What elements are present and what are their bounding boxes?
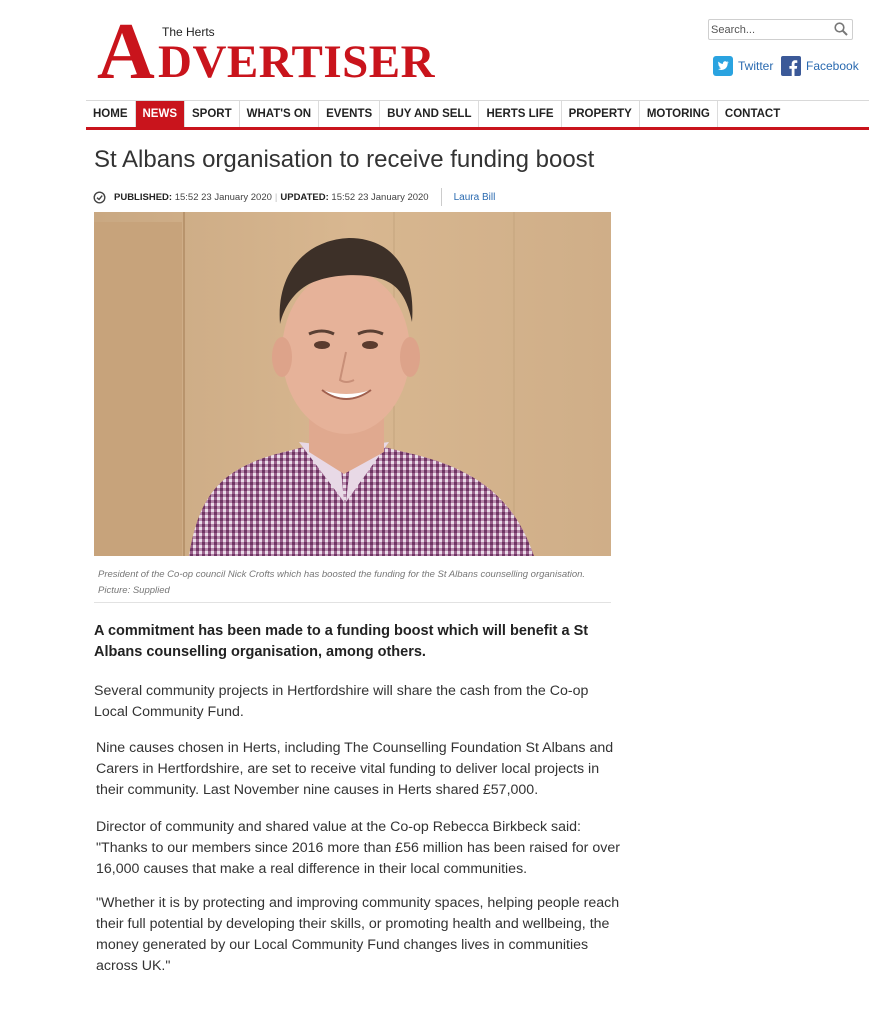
article-paragraph-4: "Whether it is by protecting and improving community spaces, helping people reach their full potential by developing their skills, or promoting health and wellbeing, the money generated by our Local Community Fund changes lives in communities across UK." [96,895,620,974]
author-link[interactable]: Laura Bill [453,191,496,203]
facebook-link[interactable] [781,56,859,76]
article-paragraph-2: Nine causes chosen in Herts, including The Counselling Foundation St Albans and Carers in Hertfordshire, are set to receive vital funding to deliver local projects in their community. Last November nine causes in Herts shared £57,000. [96,740,614,798]
twitter-icon [713,56,733,76]
article-meta [93,188,495,206]
meta-divider [441,188,442,206]
site-logo[interactable] [92,8,452,96]
nav-item-sport[interactable]: SPORT [185,101,240,127]
nav-item-whats-on[interactable]: WHAT'S ON [240,101,320,127]
nav-item-news[interactable]: NEWS [136,101,186,127]
updated-label: UPDATED: [280,191,329,203]
meta-separator: | [274,191,278,203]
main-nav [86,100,869,130]
nav-item-home[interactable]: HOME [86,101,136,127]
nav-item-property[interactable]: PROPERTY [562,101,640,127]
nav-item-buy-and-sell[interactable]: BUY AND SELL [380,101,479,127]
search-icon[interactable] [833,21,849,37]
logo-letter-a: A [97,8,155,96]
nav-item-motoring[interactable]: MOTORING [640,101,718,127]
search-input[interactable] [709,20,829,39]
updated-time: 15:52 23 January 2020 [331,191,429,203]
article-paragraph-1: Several community projects in Hertfordshire will share the cash from the Co-op Local Community Fund. [94,683,589,720]
published-label: PUBLISHED: [114,191,173,203]
facebook-icon [781,56,801,76]
article-standfirst: A commitment has been made to a funding boost which will benefit a St Albans counselling organisation, among others. [94,623,589,660]
nav-item-events[interactable]: EVENTS [319,101,380,127]
nav-item-herts-life[interactable]: HERTS LIFE [479,101,561,127]
logo-the-herts: The Herts [162,25,215,39]
article-photo[interactable] [94,212,611,556]
photo-caption: President of the Co-op council Nick Crofts which has boosted the funding for the St Albans counselling organisation. Picture: Supplied [98,569,586,596]
article-headline: St Albans organisation to receive funding boost [94,146,595,173]
published-time: 15:52 23 January 2020 [174,191,272,203]
nav-item-contact[interactable]: CONTACT [724,108,781,120]
article-paragraph-3: Director of community and shared value at the Co-op Rebecca Birkbeck said: "Thanks to our members since 2016 more than £56 million has been raised for over 16,000 causes that make a real difference in their local communities. [96,819,620,877]
twitter-label: Twitter [738,59,774,73]
twitter-link[interactable] [713,56,773,76]
search-box [708,19,853,40]
logo-wordmark: DVERTISER [158,36,436,88]
facebook-label: Facebook [806,59,859,73]
caption-divider [94,602,611,603]
clock-icon [93,191,106,204]
